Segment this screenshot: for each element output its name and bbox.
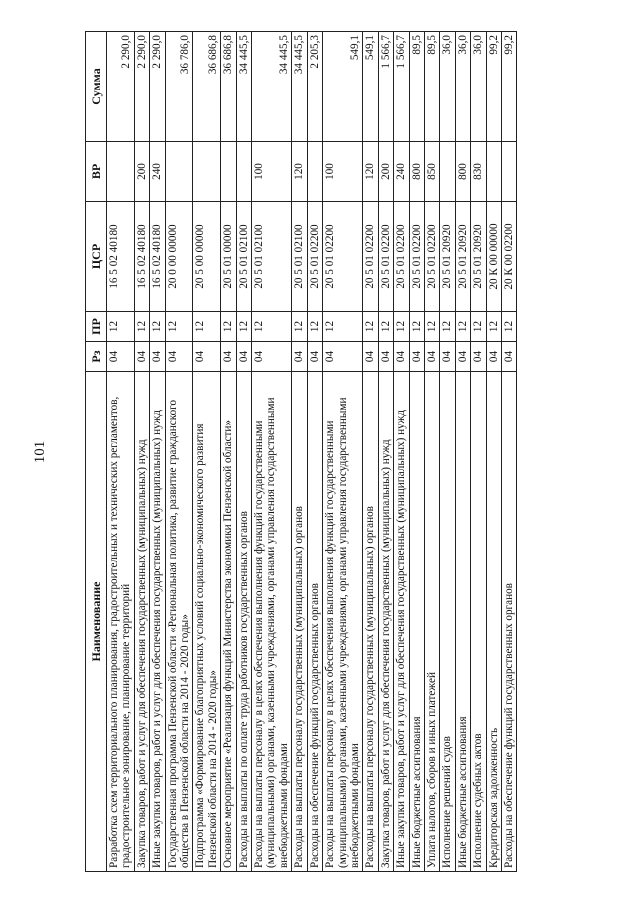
cell-sum: 2 290,0 [134,32,149,142]
cell-name: Кредиторская задолженность [486,372,501,872]
cell-pr: 12 [323,312,363,342]
cell-vr [440,142,455,202]
cell-sum: 36,0 [471,32,486,142]
cell-vr: 200 [134,142,149,202]
cell-sum: 1 566,7 [378,32,393,142]
cell-name: Государственная программа Пензенской области «Региональная политика, развитие гражданского общества в Пензенской области на 2014 - 2020 годы» [165,372,193,872]
cell-sum: 34 445,5 [252,32,292,142]
cell-vr [236,142,251,202]
cell-vr [193,142,221,202]
cell-name: Расходы на выплаты персоналу в целях обеспечения выполнения функций государственными (муниципальными) органами, казенными учреждениями, органами управления государственными внебюджетными фондами [323,372,363,872]
cell-csr: 20 0 00 00000 [165,202,193,312]
table-row [236,32,251,872]
cell-csr: 20 5 01 02200 [307,202,322,312]
cell-csr: 20 5 01 02200 [323,202,363,312]
cell-csr: 20 5 01 02100 [292,202,307,312]
cell-pr: 12 [394,312,409,342]
cell-vr: 240 [394,142,409,202]
header-pr: ПР [86,312,107,342]
table-row [394,32,409,872]
cell-rz: 04 [307,342,322,372]
header-vr: ВР [86,142,107,202]
table-row [150,32,165,872]
cell-name: Закупка товаров, работ и услуг для обеспечения государственных (муниципальных) нужд [134,372,149,872]
cell-sum: 89,5 [424,32,439,142]
cell-rz: 04 [107,342,135,372]
cell-name: Расходы на выплаты персоналу в целях обеспечения выполнения функций государственными (муниципальными) органами, казенными учреждениями, органами управления государственными внебюджетными фондами [252,372,292,872]
cell-csr: 20 5 01 02200 [363,202,378,312]
cell-pr: 12 [134,312,149,342]
cell-sum: 36 686,8 [221,32,236,142]
cell-sum: 34 445,5 [292,32,307,142]
cell-vr: 850 [424,142,439,202]
cell-pr: 12 [455,312,470,342]
cell-pr: 12 [150,312,165,342]
cell-rz: 04 [501,342,516,372]
cell-csr: 20 К 00 00000 [486,202,501,312]
cell-vr: 200 [378,142,393,202]
cell-sum: 2 290,0 [107,32,135,142]
cell-vr: 800 [455,142,470,202]
cell-vr [221,142,236,202]
header-sum: Сумма [86,32,107,142]
cell-rz: 04 [378,342,393,372]
cell-sum: 36 786,0 [165,32,193,142]
table-row [409,32,424,872]
cell-csr: 20 5 01 02200 [378,202,393,312]
cell-name: Уплата налогов, сборов и иных платежей [424,372,439,872]
table-row [486,32,501,872]
cell-rz: 04 [323,342,363,372]
cell-pr: 12 [292,312,307,342]
cell-rz: 04 [440,342,455,372]
cell-csr: 20 5 01 02100 [252,202,292,312]
cell-rz: 04 [134,342,149,372]
cell-rz: 04 [394,342,409,372]
page-number: 101 [32,440,48,464]
cell-pr: 12 [424,312,439,342]
table-row [307,32,322,872]
cell-rz: 04 [292,342,307,372]
table-row [363,32,378,872]
cell-rz: 04 [150,342,165,372]
cell-name: Иные закупки товаров, работ и услуг для обеспечения государственных (муниципальных) нужд [150,372,165,872]
cell-pr: 12 [193,312,221,342]
cell-csr: 16 5 02 40180 [150,202,165,312]
cell-vr [107,142,135,202]
cell-vr: 800 [409,142,424,202]
table-row [440,32,455,872]
cell-sum: 99,2 [486,32,501,142]
cell-name: Закупка товаров, работ и услуг для обеспечения государственных (муниципальных) нужд [378,372,393,872]
cell-rz: 04 [424,342,439,372]
cell-pr: 12 [378,312,393,342]
cell-pr: 12 [471,312,486,342]
cell-name: Расходы на обеспечение функций государственных органов [501,372,516,872]
cell-rz: 04 [471,342,486,372]
cell-csr: 20 5 01 02200 [424,202,439,312]
cell-name: Иные закупки товаров, работ и услуг для обеспечения государственных (муниципальных) нужд [394,372,409,872]
cell-name: Расходы на выплаты по оплате труда работников государственных органов [236,372,251,872]
cell-sum: 34 445,5 [236,32,251,142]
header-name: Наименование [86,372,107,872]
cell-pr: 12 [221,312,236,342]
cell-rz: 04 [363,342,378,372]
cell-csr: 16 5 02 40180 [107,202,135,312]
table-row [455,32,470,872]
table-row [252,32,292,872]
cell-csr: 20 К 00 02200 [501,202,516,312]
cell-sum: 99,2 [501,32,516,142]
budget-table [85,31,517,872]
cell-sum: 36,0 [455,32,470,142]
cell-name: Исполнение решений судов [440,372,455,872]
cell-rz: 04 [236,342,251,372]
cell-pr: 12 [236,312,251,342]
table-row [424,32,439,872]
table-row [292,32,307,872]
budget-table-frame [85,32,635,872]
cell-rz: 04 [486,342,501,372]
table-row [378,32,393,872]
cell-pr: 12 [501,312,516,342]
table-row [323,32,363,872]
cell-csr: 20 5 00 00000 [193,202,221,312]
table-row [165,32,193,872]
cell-csr: 20 5 01 00000 [221,202,236,312]
header-rz: Рз [86,342,107,372]
table-row [134,32,149,872]
cell-vr: 240 [150,142,165,202]
cell-name: Иные бюджетные ассигнования [455,372,470,872]
cell-name: Расходы на обеспечение функций государственных органов [307,372,322,872]
cell-csr: 16 5 02 40180 [134,202,149,312]
cell-name: Подпрограмма «Формирование благоприятных условий социально-экономического развития Пензенской области на 2014 - 2020 годы» [193,372,221,872]
cell-csr: 20 5 01 20920 [455,202,470,312]
cell-pr: 12 [440,312,455,342]
header-csr: ЦСР [86,202,107,312]
cell-vr [486,142,501,202]
table-row [471,32,486,872]
cell-sum: 1 566,7 [394,32,409,142]
cell-rz: 04 [165,342,193,372]
cell-rz: 04 [455,342,470,372]
cell-pr: 12 [165,312,193,342]
cell-vr: 830 [471,142,486,202]
table-row [501,32,516,872]
cell-vr [165,142,193,202]
cell-sum: 36,0 [440,32,455,142]
cell-pr: 12 [486,312,501,342]
table-row [193,32,221,872]
cell-vr: 100 [252,142,292,202]
cell-csr: 20 5 01 20920 [440,202,455,312]
cell-sum: 36 686,8 [193,32,221,142]
cell-vr: 100 [323,142,363,202]
cell-csr: 20 5 01 02100 [236,202,251,312]
cell-vr: 120 [292,142,307,202]
table-row [221,32,236,872]
table-body [107,32,517,872]
cell-vr: 120 [363,142,378,202]
cell-vr [307,142,322,202]
cell-csr: 20 5 01 20920 [471,202,486,312]
cell-sum: 2 205,3 [307,32,322,142]
cell-rz: 04 [252,342,292,372]
cell-vr [501,142,516,202]
cell-rz: 04 [409,342,424,372]
cell-name: Расходы на выплаты персоналу государственных (муниципальных) органов [363,372,378,872]
cell-pr: 12 [107,312,135,342]
cell-rz: 04 [221,342,236,372]
cell-rz: 04 [193,342,221,372]
cell-name: Иные бюджетные ассигнования [409,372,424,872]
cell-pr: 12 [363,312,378,342]
table-header-row [86,32,107,872]
cell-pr: 12 [252,312,292,342]
cell-sum: 549,1 [363,32,378,142]
cell-pr: 12 [307,312,322,342]
cell-csr: 20 5 01 02200 [409,202,424,312]
cell-name: Основное мероприятие «Реализация функций Министерства экономики Пензенской области» [221,372,236,872]
cell-sum: 549,1 [323,32,363,142]
cell-csr: 20 5 01 02200 [394,202,409,312]
cell-sum: 2 290,0 [150,32,165,142]
cell-name: Расходы на выплаты персоналу государственных (муниципальных) органов [292,372,307,872]
table-row [107,32,135,872]
cell-pr: 12 [409,312,424,342]
cell-sum: 89,5 [409,32,424,142]
cell-name: Разработка схем территориального планирования, градостроительных и технических регламентов, градостроительное зонирование, планирование территорий [107,372,135,872]
cell-name: Исполнение судебных актов [471,372,486,872]
